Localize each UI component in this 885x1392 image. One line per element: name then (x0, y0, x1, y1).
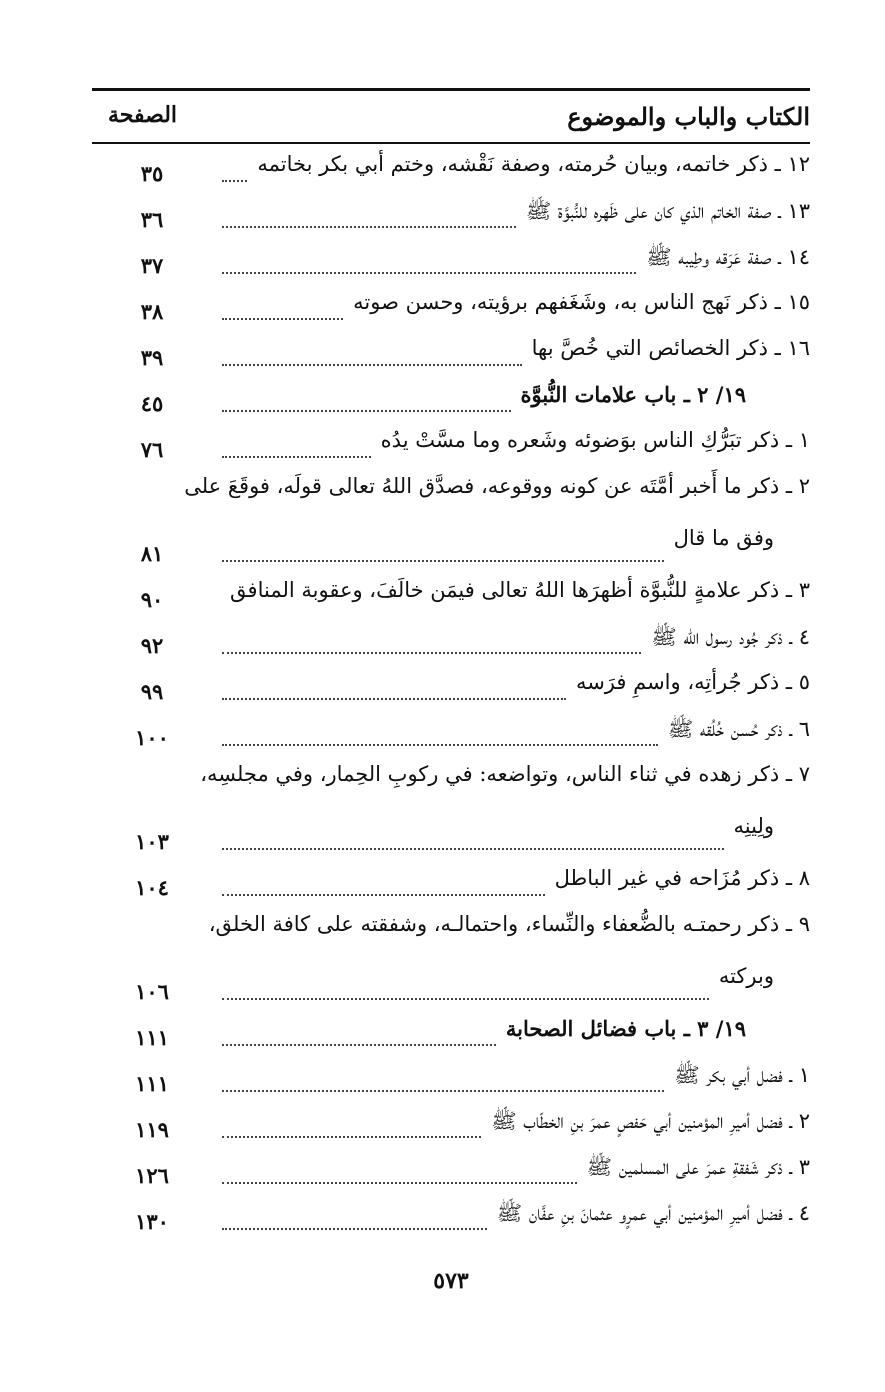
toc-entry-title: ٨ ـ ذكر مُزَاحه في غير الباطل (554, 866, 810, 890)
toc-entry-title: ٢ ـ ذكر ما أَخبر أمَّتَه عن كونه ووقوعه، فصدَّق اللهُ تعالى قولَه، فوقَعَ على (184, 474, 810, 498)
toc-entry-title-continued: ولِينِه (733, 814, 774, 838)
toc-entry-title: ٤ ـ ذكر جُود رسول الله ﷺ (651, 625, 810, 649)
toc-section-heading (92, 1010, 810, 1056)
dot-leader (222, 272, 636, 274)
toc-entry-title: ٣ ـ ذكر علامةٍ للنُّبوَّة أظهرَها اللهُ تعالى فيمَن خالَفَ، وعقوبة المنافق (230, 578, 810, 602)
toc-entry-page: ١١١ (135, 1025, 169, 1050)
toc-entry-title: ١٢ ـ ذكر خاتمه، وبيان حُرمته، وصفة نَقْشه، وختم أبي بكر بخاتمه (257, 152, 810, 176)
toc-entry-title: ١٩/ ٢ ـ باب علامات النُّبوَّة (520, 382, 746, 407)
toc-entry (92, 330, 810, 376)
dot-leader (222, 848, 724, 850)
toc-entry-title-continued: وبركته (718, 964, 774, 988)
toc-entry (92, 572, 810, 618)
toc-entry (92, 1056, 810, 1102)
toc-entry-page: ٣٧ (140, 253, 164, 278)
toc-entry (92, 422, 810, 468)
toc-entry-page: ١٠٦ (135, 979, 169, 1004)
dot-leader (222, 456, 371, 458)
toc-entry-page: ٣٨ (140, 299, 164, 324)
toc-entry-page: ٩٩ (140, 679, 164, 704)
toc-entry-title: ١٦ ـ ذكر الخصائص التي خُصَّ بها (531, 336, 810, 360)
toc-entry (92, 618, 810, 664)
toc-entry (92, 238, 810, 284)
toc-entry-page: ٣٦ (140, 207, 164, 232)
toc-entry (92, 860, 810, 906)
dot-leader (222, 1044, 496, 1046)
top-rule (92, 88, 810, 91)
dot-leader (222, 410, 511, 412)
dot-leader (222, 364, 522, 366)
toc-entry (92, 468, 810, 572)
toc-entry-title: ٢ ـ فضل أميرِ المؤمنين أبي حَفصٍ عمرَ بنِ الخطّاب ﷺ (491, 1109, 810, 1133)
toc-entry-page: ٩٠ (140, 587, 164, 612)
toc-entry (92, 664, 810, 710)
dot-leader (222, 226, 516, 228)
dot-leader (222, 652, 641, 654)
dot-leader (222, 1136, 481, 1138)
toc-entry (92, 192, 810, 238)
dot-leader (222, 1090, 664, 1092)
header-rule (92, 142, 810, 144)
toc-entry-page: ٩٢ (140, 633, 164, 658)
toc-entry-title: ١٩/ ٣ ـ باب فضائل الصحابة (505, 1016, 746, 1041)
toc-section-heading (92, 376, 810, 422)
dot-leader (222, 744, 658, 746)
toc-entry (92, 146, 810, 192)
toc-header (92, 96, 810, 142)
toc-entry-page: ١٢٦ (135, 1163, 169, 1188)
toc-entry-page: ١١١ (135, 1071, 169, 1096)
toc-entry-page: ٧٦ (140, 437, 164, 462)
toc-entry-page: ١١٩ (135, 1117, 169, 1142)
dot-leader (222, 180, 247, 182)
toc-entry-page: ١٠٠ (135, 725, 169, 750)
header-subject-label: الكتاب والباب والموضوع (567, 102, 810, 131)
toc-entry (92, 1102, 810, 1148)
toc-entry (92, 710, 810, 756)
toc-entry-title: ٩ ـ ذكر رحمتـه بالضُّعفاء والنِّساء، واحتمالـه، وشفقته على كافة الخلق، (208, 912, 810, 936)
dot-leader (222, 1228, 487, 1230)
toc-entry-title: ١ ـ فضل أبي بكر ﷺ (674, 1063, 810, 1087)
dot-leader (222, 998, 709, 1000)
toc-entry-title: ١٥ ـ ذكر نَهج الناس به، وشَغَفهم برؤيته، وحسن صوته (353, 290, 810, 314)
toc-entry-title: ٣ ـ ذكر شَفقةِ عمرَ على المسلمين ﷺ (586, 1155, 810, 1179)
toc-entry (92, 906, 810, 1010)
dot-leader (222, 318, 343, 320)
toc-entry (92, 1148, 810, 1194)
dot-leader (222, 560, 664, 562)
toc-entry-title: ٧ ـ ذكر زهده في ثناء الناس، وتواضعه: في ركوبِ الحِمار، وفي مجلسِه، (200, 762, 810, 786)
toc-entry-title: ٥ ـ ذكر جُرأتِه، واسمِ فرَسه (575, 670, 810, 694)
toc-page (92, 88, 810, 1378)
header-page-label: الصفحة (108, 102, 178, 128)
page-number: ٥٧٣ (433, 1268, 469, 1294)
toc-entry-page: ٣٩ (140, 345, 164, 370)
toc-entry-title: ١٤ ـ صفة عَرَقه وطِيبه ﷺ (646, 245, 810, 269)
toc-entry-title: ٦ ـ ذكر حُسن خُلُقه ﷺ (667, 717, 810, 741)
toc-entry (92, 1194, 810, 1240)
toc-entry-page: ١٠٤ (135, 875, 169, 900)
toc-entry (92, 284, 810, 330)
toc-entry-page: ١٣٠ (135, 1209, 169, 1234)
toc-entry-title-continued: وفق ما قال (673, 526, 774, 550)
toc-entry-page: ٣٥ (140, 161, 164, 186)
dot-leader (222, 894, 545, 896)
toc-entry-title: ١٣ ـ صفة الخاتم الذي كان على ظَهره للنُّبوَّة ﷺ (525, 199, 810, 223)
toc-entry-page: ٤٥ (140, 391, 164, 416)
toc-entry-page: ٨١ (140, 541, 164, 566)
toc-entry-title: ٤ ـ فضل أميرِ المؤمنين أبي عمرٍو عثمانَ بنِ عفَّان ﷺ (496, 1201, 810, 1225)
dot-leader (222, 1182, 577, 1184)
toc-entry-title: ١ ـ ذكر تبَرُّكِ الناس بوَضوئه وشَعره وما مسَّتْ يدُه (380, 428, 810, 452)
toc-entry (92, 756, 810, 860)
dot-leader (222, 698, 566, 700)
toc-list (92, 146, 810, 1240)
toc-entry-page: ١٠٣ (135, 829, 169, 854)
